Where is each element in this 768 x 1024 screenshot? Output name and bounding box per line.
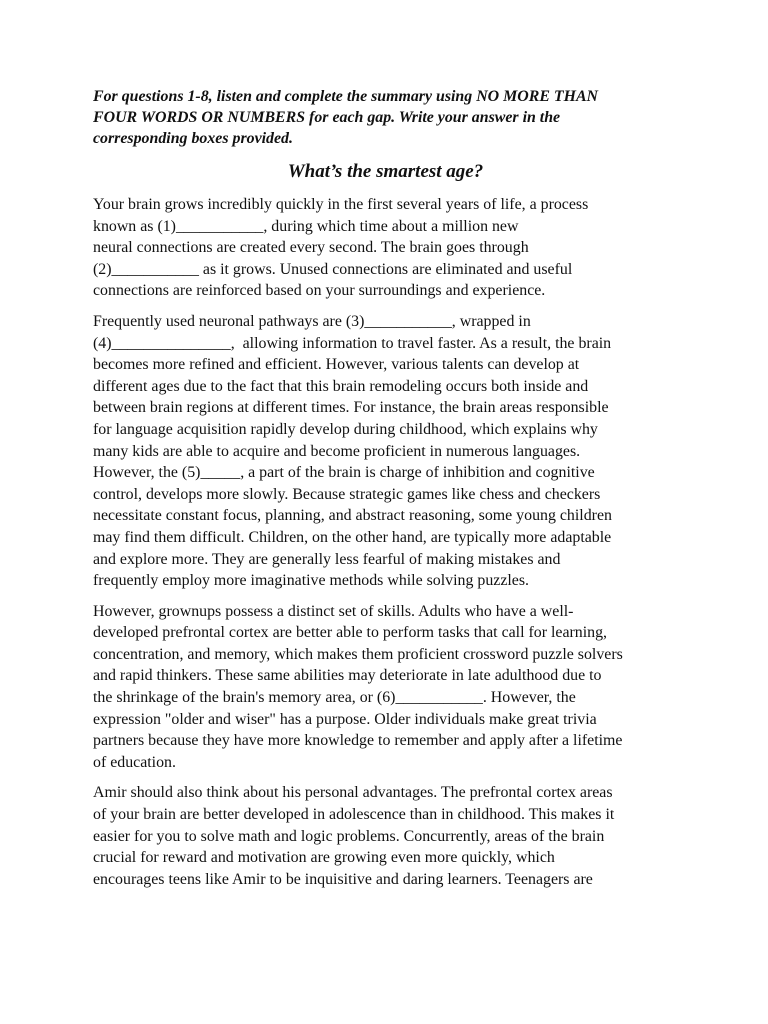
paragraph-line: neural connections are created every second. The brain goes through — [93, 239, 529, 257]
passage-title: What’s the smartest age? — [287, 161, 484, 182]
paragraph-line: may find them difficult. Children, on the other hand, are typically more adaptable — [93, 528, 612, 546]
paragraph-line: encourages teens like Amir to be inquisitive and daring learners. Teenagers are — [93, 870, 593, 888]
paragraph-line: control, develops more slowly. Because strategic games like chess and checkers — [93, 485, 601, 503]
paragraph-line: and explore more. They are generally less fearful of making mistakes and — [93, 550, 561, 568]
paragraph-line: (4)_______________, allowing information to travel faster. As a result, the brain — [93, 334, 612, 352]
paragraph-3 — [93, 601, 678, 774]
paragraph-line: of your brain are better developed in adolescence than in childhood. This makes it — [93, 806, 615, 824]
paragraph-line: Amir should also think about his personal advantages. The prefrontal cortex areas — [93, 784, 613, 802]
instructions-line: FOUR WORDS OR NUMBERS for each gap. Write your answer in the — [93, 109, 561, 126]
paragraph-line: However, grownups possess a distinct set of skills. Adults who have a well- — [93, 602, 574, 620]
document-page — [93, 86, 678, 899]
paragraph-line: connections are reinforced based on your surroundings and experience. — [93, 282, 546, 300]
paragraph-4 — [93, 782, 678, 890]
paragraph-line: many kids are able to acquire and become proficient in numerous languages. — [93, 442, 581, 460]
paragraph-line: frequently employ more imaginative methods while solving puzzles. — [93, 572, 530, 590]
paragraph-line: developed prefrontal cortex are better able to perform tasks that call for learning, — [93, 624, 608, 642]
paragraph-line: Your brain grows incredibly quickly in the first several years of life, a process — [93, 196, 589, 213]
paragraph-line: necessitate constant focus, planning, and abstract reasoning, some young children — [93, 507, 612, 525]
instructions-line: For questions 1-8, listen and complete the summary using NO MORE THAN — [93, 88, 599, 105]
instructions-line: corresponding boxes provided. — [93, 130, 293, 147]
paragraph-line: and rapid thinkers. These same abilities may deteriorate in late adulthood due to — [93, 667, 602, 685]
paragraph-line: partners because they have more knowledge to remember and apply after a lifetime — [93, 732, 623, 750]
paragraph-line: concentration, and memory, which makes them proficient crossword puzzle solvers — [93, 645, 623, 663]
paragraph-line: expression "older and wiser" has a purpose. Older individuals make great trivia — [93, 710, 597, 728]
paragraph-line: the shrinkage of the brain's memory area, or (6)___________. However, the — [93, 689, 576, 707]
paragraph-1 — [93, 194, 678, 302]
paragraph-line: crucial for reward and motivation are growing even more quickly, which — [93, 849, 555, 867]
paragraph-line: between brain regions at different times. For instance, the brain areas responsible — [93, 399, 609, 417]
paragraph-line: for language acquisition rapidly develop during childhood, which explains why — [93, 420, 598, 438]
paragraph-line: However, the (5)_____, a part of the brain is charge of inhibition and cognitive — [93, 464, 595, 482]
paragraph-line: Frequently used neuronal pathways are (3)___________, wrapped in — [93, 312, 531, 330]
paragraph-line: of education. — [93, 753, 176, 771]
paragraph-line: known as (1)___________, during which time about a million new — [93, 217, 519, 235]
paragraph-2 — [93, 311, 678, 592]
instructions — [93, 86, 678, 149]
paragraph-line: easier for you to solve math and logic problems. Concurrently, areas of the brain — [93, 827, 605, 845]
paragraph-line: (2)___________ as it grows. Unused connections are eliminated and useful — [93, 260, 573, 278]
paragraph-line: becomes more refined and efficient. However, various talents can develop at — [93, 356, 580, 374]
paragraph-line: different ages due to the fact that this brain remodeling occurs both inside and — [93, 377, 589, 395]
